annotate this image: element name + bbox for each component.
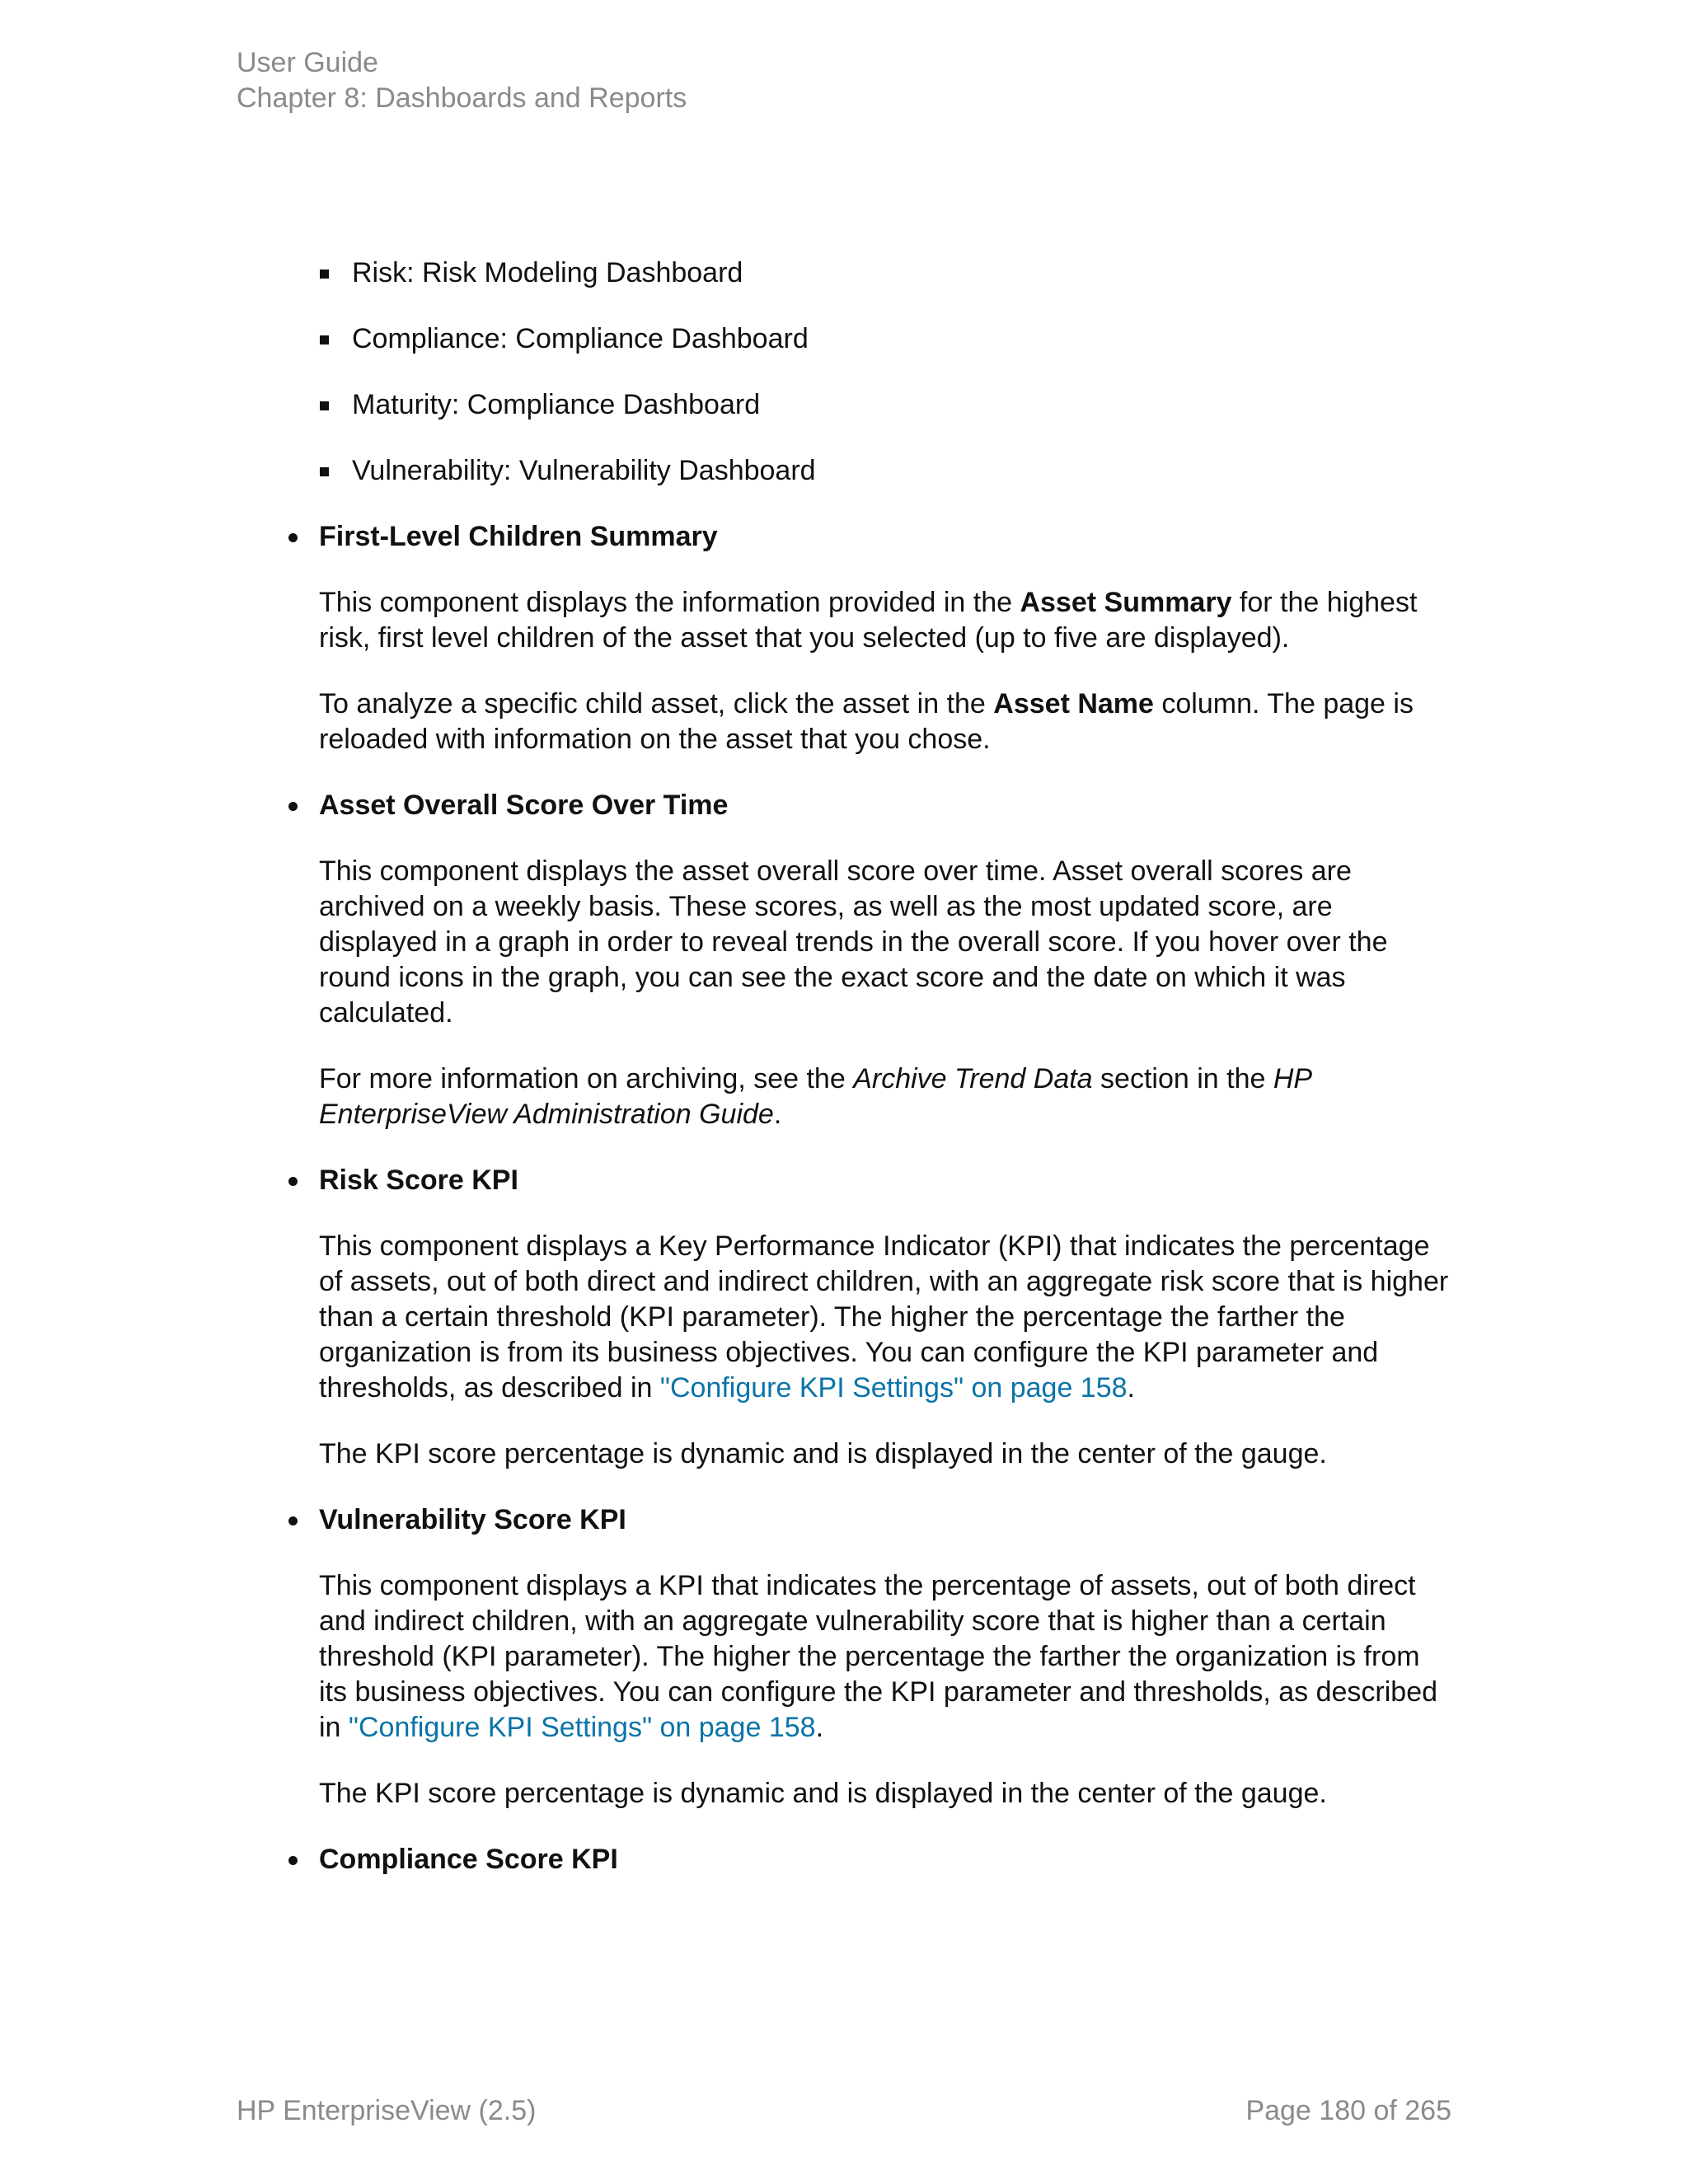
square-bullet-icon bbox=[320, 269, 329, 279]
configure-kpi-settings-link[interactable]: "Configure KPI Settings" on page 158 bbox=[348, 1712, 816, 1743]
round-bullet-icon bbox=[288, 1856, 298, 1865]
header-title: User Guide bbox=[237, 47, 378, 78]
paragraph bbox=[237, 585, 1452, 656]
configure-kpi-settings-link[interactable]: "Configure KPI Settings" on page 158 bbox=[659, 1372, 1128, 1404]
sub-list-item-text: Compliance: Compliance Dashboard bbox=[352, 323, 809, 354]
section-title: Compliance Score KPI bbox=[319, 1844, 618, 1875]
paragraph: The KPI score percentage is dynamic and is displayed in the center of the gauge. bbox=[319, 1778, 1327, 1809]
paragraph bbox=[237, 1568, 1452, 1746]
section-risk-score-kpi bbox=[237, 1163, 1452, 1198]
section-title: Vulnerability Score KPI bbox=[319, 1504, 626, 1535]
sub-list-item-text: Vulnerability: Vulnerability Dashboard bbox=[352, 455, 816, 486]
paragraph: The KPI score percentage is dynamic and is displayed in the center of the gauge. bbox=[319, 1438, 1327, 1469]
italic-term: Archive Trend Data bbox=[853, 1063, 1093, 1094]
section-first-level-children-summary bbox=[237, 519, 1452, 555]
text-run: For more information on archiving, see the bbox=[319, 1063, 854, 1094]
bold-term: Asset Name bbox=[993, 688, 1154, 719]
text-run: . bbox=[773, 1099, 782, 1130]
section-title: First-Level Children Summary bbox=[319, 521, 718, 552]
round-bullet-icon bbox=[288, 533, 298, 542]
text-run: This component displays the information provided in the bbox=[319, 587, 1020, 618]
sub-list-item bbox=[237, 255, 1452, 291]
paragraph bbox=[237, 1229, 1452, 1406]
section-asset-overall-score bbox=[237, 788, 1452, 823]
square-bullet-icon bbox=[320, 467, 329, 476]
text-run: column. The page is reloaded with information on the asset that you chose. bbox=[319, 688, 1414, 755]
text-run: for the highest risk, first level children of the asset that you selected (up to five are displayed). bbox=[319, 587, 1418, 654]
bold-term: Asset Summary bbox=[1020, 587, 1232, 618]
text-run: section in the bbox=[1092, 1063, 1273, 1094]
sub-list-item bbox=[237, 321, 1452, 357]
header-chapter: Chapter 8: Dashboards and Reports bbox=[237, 82, 687, 114]
round-bullet-icon bbox=[288, 1516, 298, 1526]
sub-list-item bbox=[237, 387, 1452, 423]
text-run: This component displays a Key Performance Indicator (KPI) that indicates the percentage of assets, out of both direct and indirect children, with an aggregate risk score that is higher than a certain threshold (KPI parameter). The higher the percentage the farther the organization is from its business objectives. You can configure the KPI parameter and thresholds, as described in bbox=[319, 1230, 1449, 1404]
paragraph: This component displays the asset overall score over time. Asset overall scores are archived on a weekly basis. These scores, as well as the most updated score, are displayed in a graph in order to reveal trends in the overall score. If you hover over the round icons in the graph, you can see the exact score and the date on which it was calculated. bbox=[319, 855, 1388, 1029]
sub-list-item-text: Maturity: Compliance Dashboard bbox=[352, 389, 761, 420]
italic-term: HP EnterpriseView Administration Guide bbox=[319, 1063, 1311, 1130]
section-compliance-score-kpi bbox=[237, 1842, 1452, 1877]
text-run: This component displays a KPI that indicates the percentage of assets, out of both direct and indirect children, with an aggregate vulnerability score that is higher than a certain threshold (KPI parameter). The higher the percentage the farther the organization is from its business objectives. You can configure the KPI parameter and thresholds, as described in bbox=[319, 1570, 1438, 1743]
page-header bbox=[237, 45, 687, 116]
text-run: . bbox=[815, 1712, 824, 1743]
footer-page-number: Page 180 of 265 bbox=[1245, 2095, 1451, 2126]
paragraph bbox=[237, 1062, 1452, 1132]
section-vulnerability-score-kpi bbox=[237, 1502, 1452, 1538]
square-bullet-icon bbox=[320, 335, 329, 344]
text-run: To analyze a specific child asset, click the asset in the bbox=[319, 688, 994, 719]
round-bullet-icon bbox=[288, 802, 298, 811]
section-title: Asset Overall Score Over Time bbox=[319, 790, 729, 821]
square-bullet-icon bbox=[320, 401, 329, 410]
sub-list-item-text: Risk: Risk Modeling Dashboard bbox=[352, 257, 743, 288]
round-bullet-icon bbox=[288, 1177, 298, 1186]
section-title: Risk Score KPI bbox=[319, 1165, 518, 1196]
text-run: . bbox=[1127, 1372, 1135, 1404]
main-content bbox=[237, 255, 1452, 1908]
paragraph bbox=[237, 687, 1452, 757]
footer-product: HP EnterpriseView (2.5) bbox=[237, 2095, 537, 2126]
sub-list-item bbox=[237, 453, 1452, 489]
